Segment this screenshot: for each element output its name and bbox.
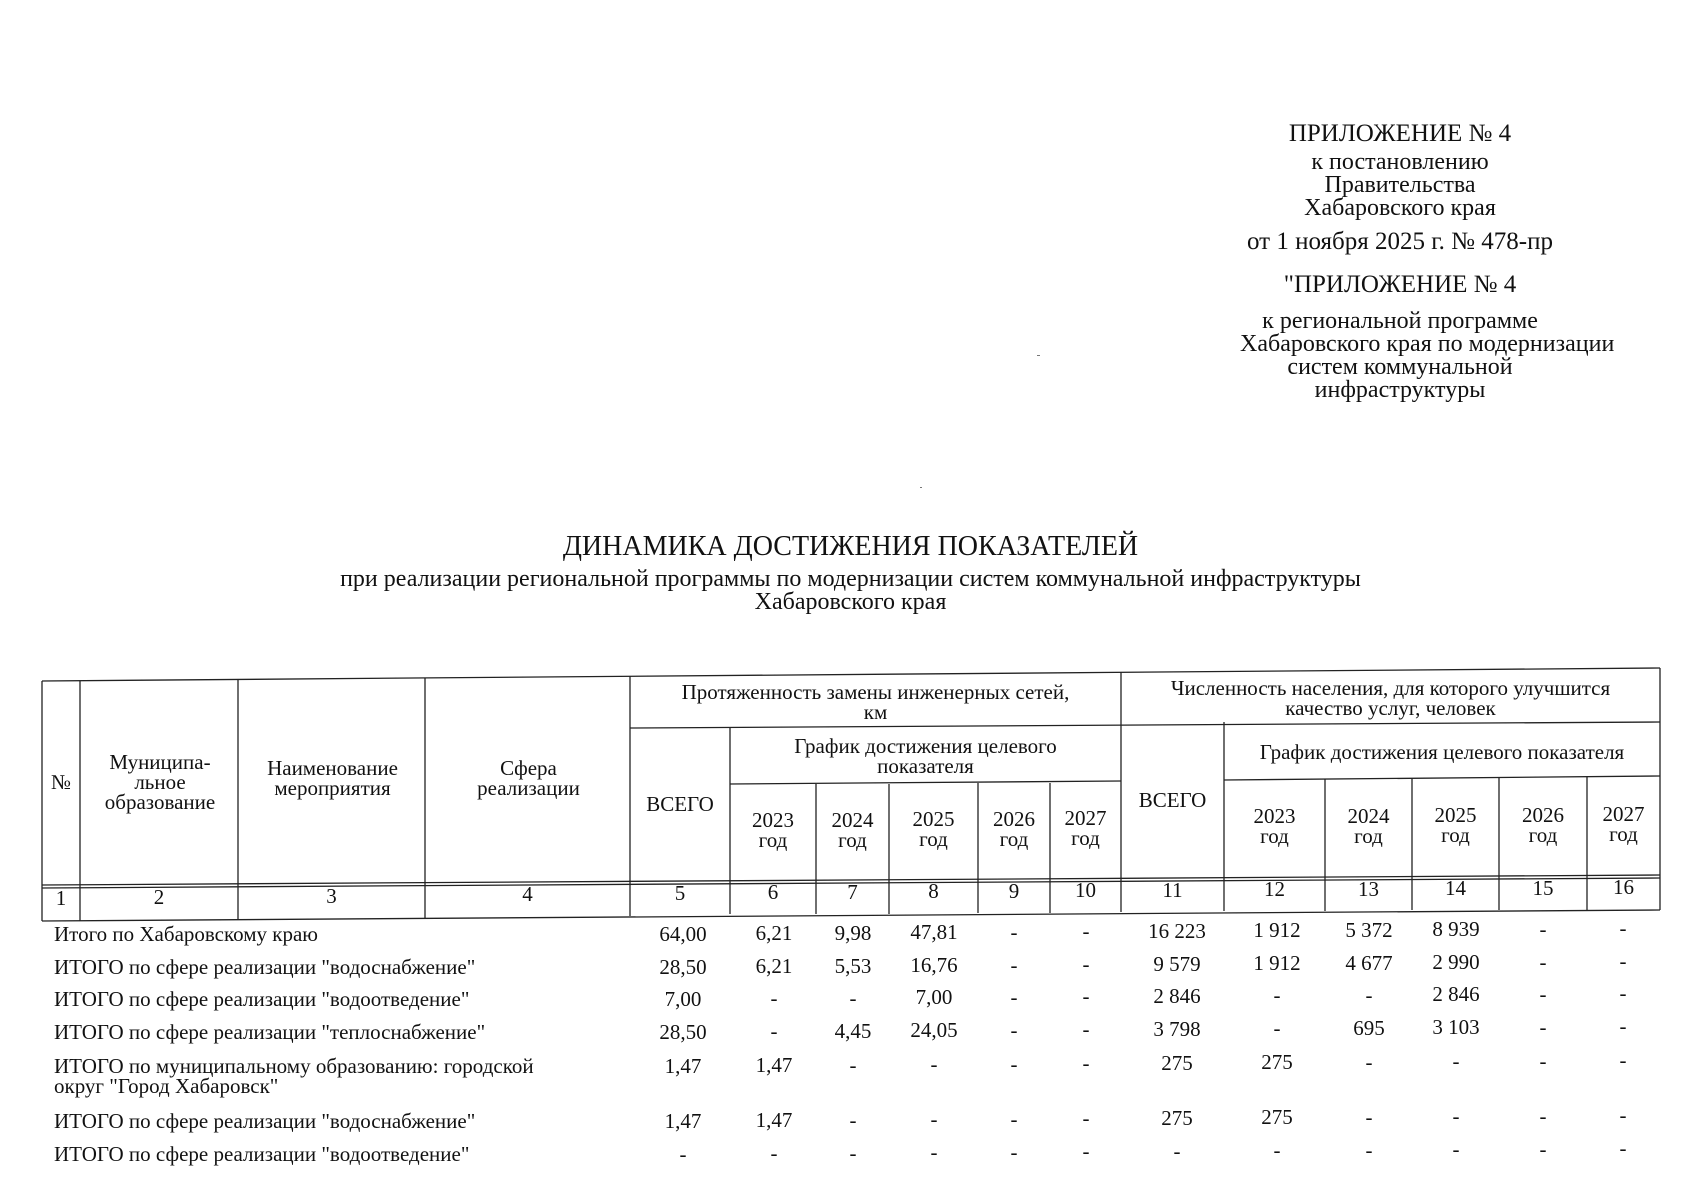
row-label: [54, 957, 475, 977]
row-value: 7,00: [664, 987, 702, 1011]
year-value: 2025: [912, 807, 955, 831]
row-label: [54, 1111, 475, 1131]
row-value: 275: [1261, 1050, 1293, 1074]
row-value: -: [849, 1141, 857, 1165]
col-event-line-1: Наименование: [267, 756, 398, 780]
row-value: -: [1619, 1103, 1627, 1127]
row-value: 1,47: [664, 1054, 702, 1078]
row-value: -: [679, 1142, 687, 1166]
row-label-line: округ "Город Хабаровск": [54, 1074, 279, 1098]
row-value: -: [1365, 1138, 1373, 1162]
to-resolution: к постановлению: [1311, 149, 1489, 175]
group-population-header: [1121, 678, 1660, 718]
column-number-15: 15: [1532, 876, 1554, 900]
year-header-population-2025: [1412, 805, 1499, 845]
column-number-11: 11: [1162, 878, 1183, 902]
row-value: 275: [1161, 1051, 1193, 1075]
year-header-length-2023: [730, 810, 816, 850]
row-value: -: [1173, 1139, 1181, 1163]
col-municipal-line-2: льное: [134, 770, 186, 794]
row-value: -: [1452, 1104, 1460, 1128]
row-value: 3 103: [1432, 1015, 1480, 1039]
row-value: -: [849, 986, 857, 1010]
row-value: -: [770, 1019, 778, 1043]
row-value: -: [1082, 1051, 1090, 1075]
group-population-line-2: качество услуг, человек: [1285, 696, 1496, 720]
resolution-date-number: от 1 ноября 2025 г. № 478-пр: [1247, 228, 1553, 255]
row-value: 16 223: [1148, 919, 1206, 943]
column-number-13: 13: [1358, 877, 1379, 901]
row-value: -: [1619, 1014, 1627, 1038]
column-number-3: 3: [326, 884, 337, 908]
row-value: 1,47: [664, 1109, 702, 1133]
column-number-2: 2: [153, 885, 165, 909]
year-header-population-2027: [1587, 804, 1660, 844]
row-value: -: [1082, 984, 1090, 1008]
row-value: -: [1365, 983, 1373, 1007]
row-label-line: ИТОГО по сфере реализации "водоснабжение": [54, 955, 476, 979]
year-unit: год: [919, 827, 948, 851]
row-value: -: [1010, 1052, 1018, 1076]
col-municipal-line-3: образование: [104, 790, 216, 814]
column-number-4: 4: [522, 882, 533, 906]
row-value: -: [1082, 1017, 1090, 1041]
row-value: 1,47: [755, 1053, 793, 1077]
length-total-header: ВСЕГО: [646, 792, 714, 816]
row-value: -: [770, 986, 778, 1010]
row-value: 64,00: [659, 922, 707, 946]
group-length-line-2: км: [863, 700, 888, 724]
row-value: 5,53: [834, 954, 872, 978]
government: Правительства: [1324, 172, 1476, 198]
row-value: 1 912: [1253, 951, 1301, 975]
row-value: -: [1365, 1050, 1373, 1074]
row-value: -: [1010, 1018, 1018, 1042]
row-value: -: [1539, 982, 1547, 1006]
row-label: [54, 1056, 534, 1096]
table-row: [54, 1136, 1660, 1184]
row-value: -: [1082, 952, 1090, 976]
row-value: 16,76: [910, 953, 958, 977]
row-value: -: [1619, 949, 1627, 973]
row-value: -: [770, 1141, 778, 1165]
year-header-population-2023: [1224, 806, 1325, 846]
row-value: 8 939: [1432, 917, 1480, 941]
year-header-length-2026: [978, 809, 1050, 849]
row-label-line: ИТОГО по сфере реализации "водоотведение": [54, 987, 470, 1011]
row-value: -: [1082, 1139, 1090, 1163]
column-number-16: 16: [1613, 875, 1634, 899]
year-unit: год: [999, 827, 1029, 851]
row-value: 2 990: [1432, 950, 1480, 974]
row-value: 5 372: [1345, 918, 1393, 942]
year-unit: год: [1609, 822, 1638, 846]
col-sphere-line-2: реализации: [477, 776, 580, 800]
region: Хабаровского края: [1304, 195, 1496, 221]
col-municipal-line-1: Муниципа-: [109, 750, 211, 774]
row-value: 9 579: [1153, 952, 1201, 976]
population-total-header: ВСЕГО: [1138, 788, 1207, 812]
group-population-line-1: Численность населения, для которого улучшится: [1170, 676, 1611, 700]
year-unit: год: [1441, 823, 1470, 847]
row-value: -: [930, 1052, 938, 1076]
year-value: 2023: [1253, 804, 1296, 828]
row-value: -: [1619, 1136, 1627, 1160]
row-value: -: [1539, 1015, 1547, 1039]
year-value: 2024: [831, 808, 874, 832]
group-length-line-1: Протяженность замены инженерных сетей,: [681, 680, 1070, 704]
row-label-line: ИТОГО по сфере реализации "теплоснабжение": [54, 1020, 486, 1044]
row-value: -: [1010, 953, 1018, 977]
year-value: 2027: [1602, 802, 1645, 826]
scan-speck: [920, 487, 922, 488]
column-number-1: 1: [55, 886, 67, 910]
year-header-length-2024: [816, 810, 889, 850]
title-main: ДИНАМИКА ДОСТИЖЕНИЯ ПОКАЗАТЕЛЕЙ: [562, 531, 1139, 562]
program-line-1: к региональной программе: [1262, 308, 1538, 334]
row-value: 3 798: [1153, 1017, 1201, 1041]
appendix-number: ПРИЛОЖЕНИЕ № 4: [1288, 120, 1512, 147]
row-label-line: Итого по Хабаровскому краю: [54, 922, 318, 946]
table-row: [54, 1048, 1660, 1098]
schedule-population-header: График достижения целевого показателя: [1259, 740, 1625, 764]
row-label-line: ИТОГО по сфере реализации "водоотведение": [54, 1142, 470, 1166]
row-value: 2 846: [1153, 984, 1201, 1008]
scan-speck: [1037, 355, 1040, 356]
year-header-population-2024: [1325, 806, 1412, 846]
row-value: -: [930, 1107, 938, 1131]
year-header-length-2025: [889, 809, 978, 849]
row-value: 4,45: [834, 1019, 872, 1043]
row-value: -: [1619, 981, 1627, 1005]
year-unit: год: [1071, 826, 1100, 850]
group-length-header: [630, 682, 1121, 722]
year-unit: год: [1354, 824, 1383, 848]
row-value: 275: [1261, 1105, 1293, 1129]
row-value: -: [849, 1053, 857, 1077]
col-sphere-header: [427, 758, 630, 798]
col-event-header: [240, 758, 425, 798]
row-value: 7,00: [915, 985, 953, 1009]
col-municipal-header: [82, 752, 238, 812]
row-value: -: [849, 1108, 857, 1132]
year-value: 2026: [1522, 803, 1564, 827]
row-value: 28,50: [659, 955, 707, 979]
year-header-population-2026: [1499, 805, 1587, 845]
col-no-header: №: [50, 770, 72, 794]
row-value: 47,81: [910, 920, 958, 944]
row-value: 1 912: [1253, 918, 1301, 942]
row-value: -: [1010, 1140, 1018, 1164]
row-value: -: [1539, 1104, 1547, 1128]
year-header-length-2027: [1050, 808, 1121, 848]
year-value: 2024: [1347, 804, 1390, 828]
row-value: 28,50: [659, 1020, 707, 1044]
column-number-5: 5: [674, 881, 686, 905]
column-number-8: 8: [928, 879, 939, 903]
column-number-12: 12: [1264, 877, 1285, 901]
year-value: 2025: [1434, 803, 1477, 827]
row-value: -: [1539, 950, 1547, 974]
title-sub-1: при реализации региональной программы по модернизации систем коммунальной инфраструктуры: [340, 566, 1361, 592]
column-number-7: 7: [847, 880, 858, 904]
program-line-2: Хабаровского края по модернизации: [1240, 331, 1615, 357]
row-value: -: [1273, 983, 1281, 1007]
column-number-9: 9: [1008, 879, 1020, 903]
row-value: 2 846: [1432, 982, 1480, 1006]
year-value: 2027: [1064, 806, 1107, 830]
year-unit: год: [1528, 823, 1558, 847]
row-value: 24,05: [910, 1018, 958, 1042]
col-sphere-line-1: Сфера: [500, 756, 557, 780]
column-number-6: 6: [767, 880, 779, 904]
row-value: -: [1619, 1048, 1627, 1072]
program-line-3: систем коммунальной: [1287, 354, 1513, 380]
program-line-4: инфраструктуры: [1314, 377, 1486, 403]
schedule-length-line-2: показателя: [877, 754, 974, 778]
row-value: -: [1539, 1137, 1547, 1161]
year-unit: год: [1260, 824, 1289, 848]
row-value: -: [1010, 1107, 1018, 1131]
row-value: -: [1010, 920, 1018, 944]
program-appendix-number: "ПРИЛОЖЕНИЕ № 4: [1283, 271, 1517, 298]
row-label: [54, 924, 318, 944]
row-value: 275: [1161, 1106, 1193, 1130]
row-value: 6,21: [755, 921, 793, 945]
row-value: -: [1619, 916, 1627, 940]
year-value: 2026: [993, 807, 1035, 831]
row-value: -: [1452, 1137, 1460, 1161]
row-value: 9,98: [834, 921, 872, 945]
row-value: -: [1082, 919, 1090, 943]
schedule-length-line-1: График достижения целевого: [794, 734, 1057, 758]
year-unit: год: [758, 828, 788, 852]
row-value: 1,47: [755, 1108, 793, 1132]
row-value: -: [1452, 1049, 1460, 1073]
col-event-line-2: мероприятия: [274, 776, 391, 800]
row-label-line: ИТОГО по сфере реализации "водоснабжение": [54, 1109, 476, 1133]
year-value: 2023: [752, 808, 794, 832]
row-value: -: [1273, 1016, 1281, 1040]
row-value: 695: [1353, 1016, 1385, 1040]
row-value: -: [1539, 917, 1547, 941]
row-label: [54, 1022, 485, 1042]
row-value: -: [930, 1140, 938, 1164]
row-value: -: [1273, 1138, 1281, 1162]
row-value: -: [1365, 1105, 1373, 1129]
title-sub-2: Хабаровского края: [754, 589, 947, 615]
row-value: -: [1539, 1049, 1547, 1073]
row-value: 4 677: [1345, 951, 1393, 975]
row-label: [54, 1144, 469, 1164]
schedule-length-header: [730, 736, 1121, 776]
row-value: -: [1010, 985, 1018, 1009]
row-label: [54, 989, 469, 1009]
row-value: -: [1082, 1106, 1090, 1130]
year-unit: год: [838, 828, 867, 852]
row-label-line: ИТОГО по муниципальному образованию: городской: [54, 1054, 534, 1078]
column-number-10: 10: [1075, 878, 1096, 902]
row-value: 6,21: [755, 954, 793, 978]
column-number-14: 14: [1445, 876, 1466, 900]
